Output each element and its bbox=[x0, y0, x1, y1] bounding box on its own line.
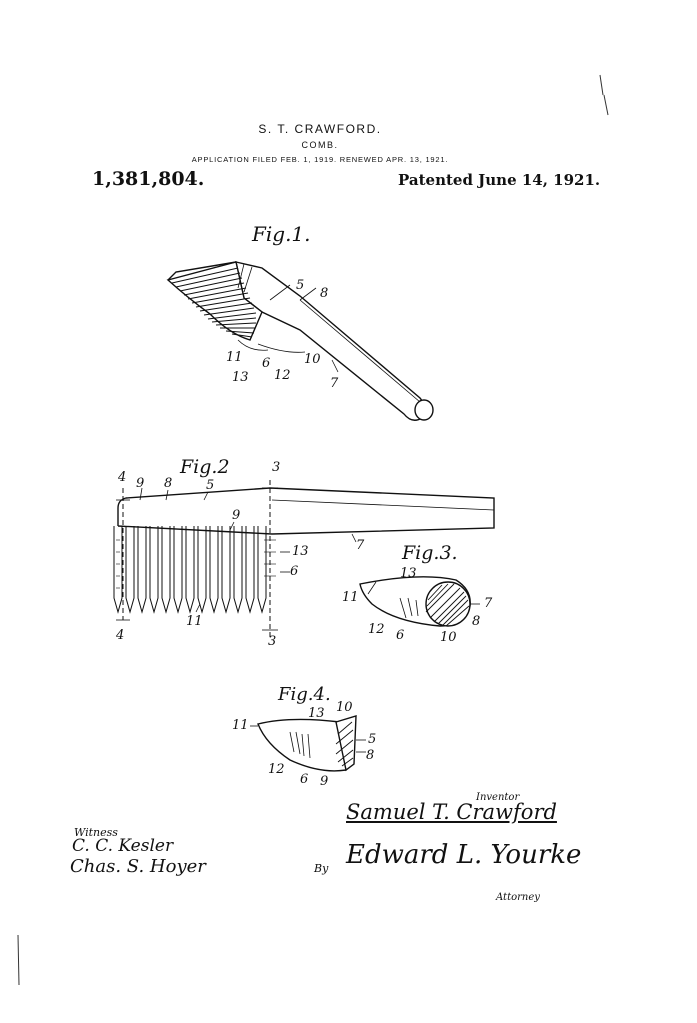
fig2-ref: 5 bbox=[206, 478, 215, 493]
attorney-signature: Edward L. Yourke bbox=[346, 840, 582, 870]
fig2-ref: 4 bbox=[118, 470, 127, 485]
fig3-ref: 8 bbox=[472, 614, 481, 629]
scan-mark bbox=[604, 95, 608, 115]
fig2-ref: 3 bbox=[272, 460, 281, 475]
fig2-ref: 11 bbox=[186, 614, 203, 629]
fig1-ref: 10 bbox=[304, 352, 321, 367]
attorney-label: Attorney bbox=[496, 892, 540, 903]
witness-label: Witness bbox=[74, 826, 118, 839]
fig4-ref: 6 bbox=[300, 772, 309, 787]
witness-signature-1: C. C. Kesler bbox=[72, 836, 174, 856]
by-label: By bbox=[314, 862, 329, 875]
fig2-ref: 6 bbox=[290, 564, 299, 579]
fig3-ref: 11 bbox=[342, 590, 359, 605]
inventor-label: Inventor bbox=[476, 792, 520, 803]
fig4-ref: 13 bbox=[308, 706, 325, 721]
patent-date: Patented June 14, 1921. bbox=[398, 171, 601, 189]
patent-number: 1,381,804. bbox=[92, 168, 205, 190]
fig4-ref: 12 bbox=[268, 762, 285, 777]
invention-title: COMB. bbox=[301, 140, 339, 150]
figure-4-caption: Fig.4. bbox=[278, 684, 331, 705]
fig3-ref: 13 bbox=[400, 566, 417, 581]
fig2-ref: 9 bbox=[136, 476, 145, 491]
scan-mark bbox=[18, 935, 19, 985]
application-dates: APPLICATION FILED FEB. 1, 1919. RENEWED APR. 13, 1921. bbox=[191, 155, 449, 164]
inventor-signature: Samuel T. Crawford bbox=[346, 800, 557, 824]
fig1-ref: 8 bbox=[320, 286, 329, 301]
fig2-ref: 3 bbox=[268, 634, 277, 649]
scan-mark bbox=[600, 75, 603, 95]
fig2-ref: 4 bbox=[116, 628, 125, 643]
fig1-ref: 5 bbox=[296, 278, 305, 293]
fig4-ref: 11 bbox=[232, 718, 249, 733]
fig3-ref: 7 bbox=[484, 596, 493, 611]
figure-1-caption: Fig.1. bbox=[252, 222, 311, 246]
fig2-ref: 9 bbox=[232, 508, 241, 523]
inventor-name-header: S. T. CRAWFORD. bbox=[258, 122, 382, 136]
comb-teeth bbox=[114, 526, 266, 612]
fig2-ref: 8 bbox=[164, 476, 173, 491]
fig2-ref: 13 bbox=[292, 544, 309, 559]
figure-3-drawing bbox=[360, 577, 480, 626]
fig1-ref: 7 bbox=[330, 376, 339, 391]
fig4-ref: 9 bbox=[320, 774, 329, 789]
fig4-ref: 10 bbox=[336, 700, 353, 715]
fig3-ref: 12 bbox=[368, 622, 385, 637]
figure-3-caption: Fig.3. bbox=[402, 542, 458, 564]
fig2-ref: 7 bbox=[356, 538, 365, 553]
fig3-ref: 6 bbox=[396, 628, 405, 643]
witness-signature-2: Chas. S. Hoyer bbox=[70, 856, 206, 877]
fig3-ref: 10 bbox=[440, 630, 457, 645]
fig1-ref: 6 bbox=[262, 356, 271, 371]
fig1-ref: 12 bbox=[274, 368, 291, 383]
fig1-ref: 13 bbox=[232, 370, 249, 385]
figure-2-caption: Fig.2 bbox=[180, 456, 230, 478]
fig1-ref: 11 bbox=[226, 350, 243, 365]
fig4-ref: 5 bbox=[368, 732, 377, 747]
fig4-ref: 8 bbox=[366, 748, 375, 763]
